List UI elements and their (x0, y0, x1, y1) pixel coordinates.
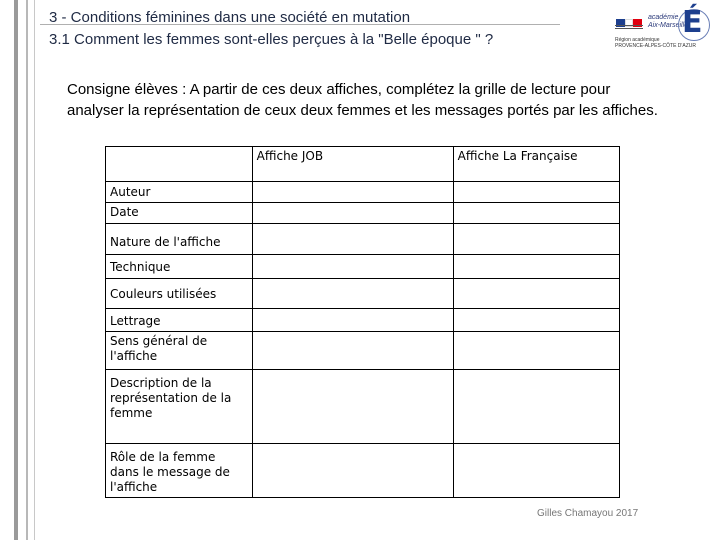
section-title: 3.1 Comment les femmes sont-elles perçues à la "Belle époque " ? (49, 31, 494, 48)
table-row (106, 182, 620, 203)
header-affiche-job: Affiche JOB (252, 147, 453, 182)
cell-job-sens-general[interactable] (252, 332, 453, 370)
table-row (106, 224, 620, 255)
cell-francaise-nature[interactable] (453, 224, 619, 255)
row-label-auteur: Auteur (106, 182, 253, 203)
cell-francaise-sens-general[interactable] (453, 332, 619, 370)
decor-bar-mid (26, 0, 28, 540)
header-affiche-la-francaise: Affiche La Française (453, 147, 619, 182)
table-row (106, 332, 620, 370)
table-row (106, 255, 620, 279)
cell-job-nature[interactable] (252, 224, 453, 255)
cell-francaise-role[interactable] (453, 444, 619, 498)
cell-job-lettrage[interactable] (252, 309, 453, 332)
academie-name: académie Aix-Marseille (648, 14, 689, 29)
row-label-couleurs: Couleurs utilisées (106, 279, 253, 309)
decor-bar-thin (34, 0, 35, 540)
decor-bar-left (14, 0, 18, 540)
row-label-description: Description de la représentation de la femme (106, 370, 253, 444)
cell-job-technique[interactable] (252, 255, 453, 279)
table-row (106, 444, 620, 498)
cell-francaise-auteur[interactable] (453, 182, 619, 203)
table-row (106, 203, 620, 224)
cell-job-date[interactable] (252, 203, 453, 224)
reading-grid-table (105, 146, 620, 498)
author-credit: Gilles Chamayou 2017 (537, 508, 639, 519)
academie-logo (612, 5, 712, 54)
row-label-lettrage: Lettrage (106, 309, 253, 332)
cell-francaise-lettrage[interactable] (453, 309, 619, 332)
cell-job-auteur[interactable] (252, 182, 453, 203)
table-header-row (106, 147, 620, 182)
french-flag-icon (616, 14, 642, 22)
cell-job-description[interactable] (252, 370, 453, 444)
table-row (106, 370, 620, 444)
cell-job-couleurs[interactable] (252, 279, 453, 309)
row-label-role: Rôle de la femme dans le message de l'affiche (106, 444, 253, 498)
cell-francaise-couleurs[interactable] (453, 279, 619, 309)
table-row (106, 309, 620, 332)
chapter-title: 3 - Conditions féminines dans une société en mutation (49, 9, 411, 26)
cell-francaise-technique[interactable] (453, 255, 619, 279)
instructions-text: Consigne élèves : A partir de ces deux affiches, complétez la grille de lecture pour analyser la représentation de ceux deux femmes et les messages portés par les affiches. (67, 81, 658, 119)
academie-e-icon: É (682, 5, 703, 40)
row-label-date: Date (106, 203, 253, 224)
cell-francaise-date[interactable] (453, 203, 619, 224)
cell-francaise-description[interactable] (453, 370, 619, 444)
row-label-nature: Nature de l'affiche (106, 224, 253, 255)
cell-job-role[interactable] (252, 444, 453, 498)
row-label-technique: Technique (106, 255, 253, 279)
row-label-sens-general: Sens général de l'affiche (106, 332, 253, 370)
table-row (106, 279, 620, 309)
header-empty-cell (106, 147, 253, 182)
region-name: Région académique PROVENCE-ALPES-CÔTE D'AZUR (615, 37, 696, 49)
